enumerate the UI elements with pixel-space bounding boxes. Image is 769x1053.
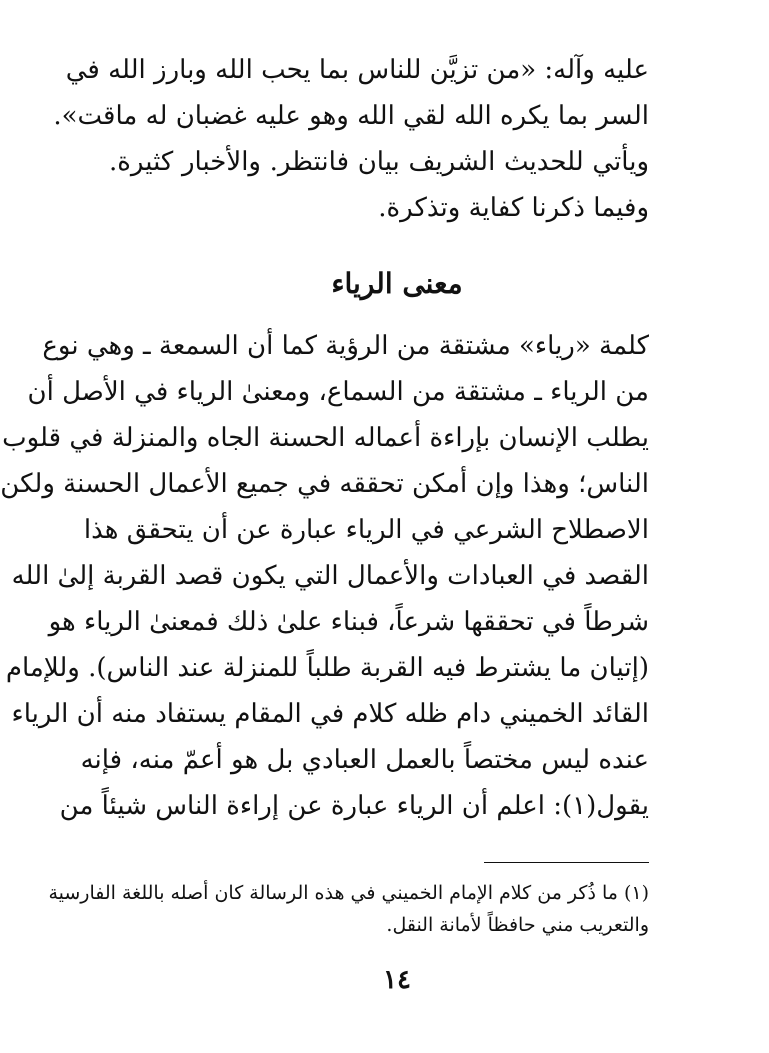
text-line: كلمة «رياء» مشتقة من الرؤية كما أن السمعة ـ وهي نوع — [42, 331, 649, 361]
footnote-line: (١) ما ذُكر من كلام الإمام الخميني في هذه الرسالة كان أصله باللغة الفارسية — [48, 882, 649, 904]
text-line: عليه وآله: «من تزيَّن للناس بما يحب الله وبارز الله في — [65, 55, 649, 85]
page-number: ١٤ — [383, 965, 411, 995]
text-line: ويأتي للحديث الشريف بيان فانتظر. والأخبار كثيرة. — [109, 147, 649, 177]
text-line: يطلب الإنسان بإراءة أعماله الحسنة الجاه والمنزلة في قلوب — [2, 423, 649, 453]
text-line: وفيما ذكرنا كفاية وتذكرة. — [378, 193, 649, 223]
text-line: السر بما يكره الله لقي الله وهو عليه غضبان له ماقت». — [53, 101, 649, 131]
footnote-separator — [484, 862, 649, 863]
text-line: القائد الخميني دام ظله كلام في المقام يستفاد منه أن الرياء — [11, 699, 649, 729]
text-line: القصد في العبادات والأعمال التي يكون قصد القربة إلىٰ الله — [11, 561, 649, 591]
text-line: الاصطلاح الشرعي في الرياء عبارة عن أن يتحقق هذا — [83, 515, 649, 545]
section-heading: معنى الرياء — [331, 267, 463, 300]
text-line: يقول(١): اعلم أن الرياء عبارة عن إراءة الناس شيئاً من — [59, 791, 649, 821]
footnote-line: والتعريب مني حافظاً لأمانة النقل. — [386, 914, 649, 936]
text-line: من الرياء ـ مشتقة من السماع، ومعنىٰ الرياء في الأصل أن — [27, 377, 649, 407]
text-line: شرطاً في تحققها شرعاً، فبناء علىٰ ذلك فمعنىٰ الرياء هو — [48, 607, 649, 637]
text-line: الناس؛ وهذا وإن أمكن تحققه في جميع الأعمال الحسنة ولكن — [0, 469, 649, 499]
text-line: (إتيان ما يشترط فيه القربة طلباً للمنزلة عند الناس). وللإمام — [5, 653, 649, 683]
text-line: عنده ليس مختصاً بالعمل العبادي بل هو أعمّ منه، فإنه — [80, 745, 649, 775]
